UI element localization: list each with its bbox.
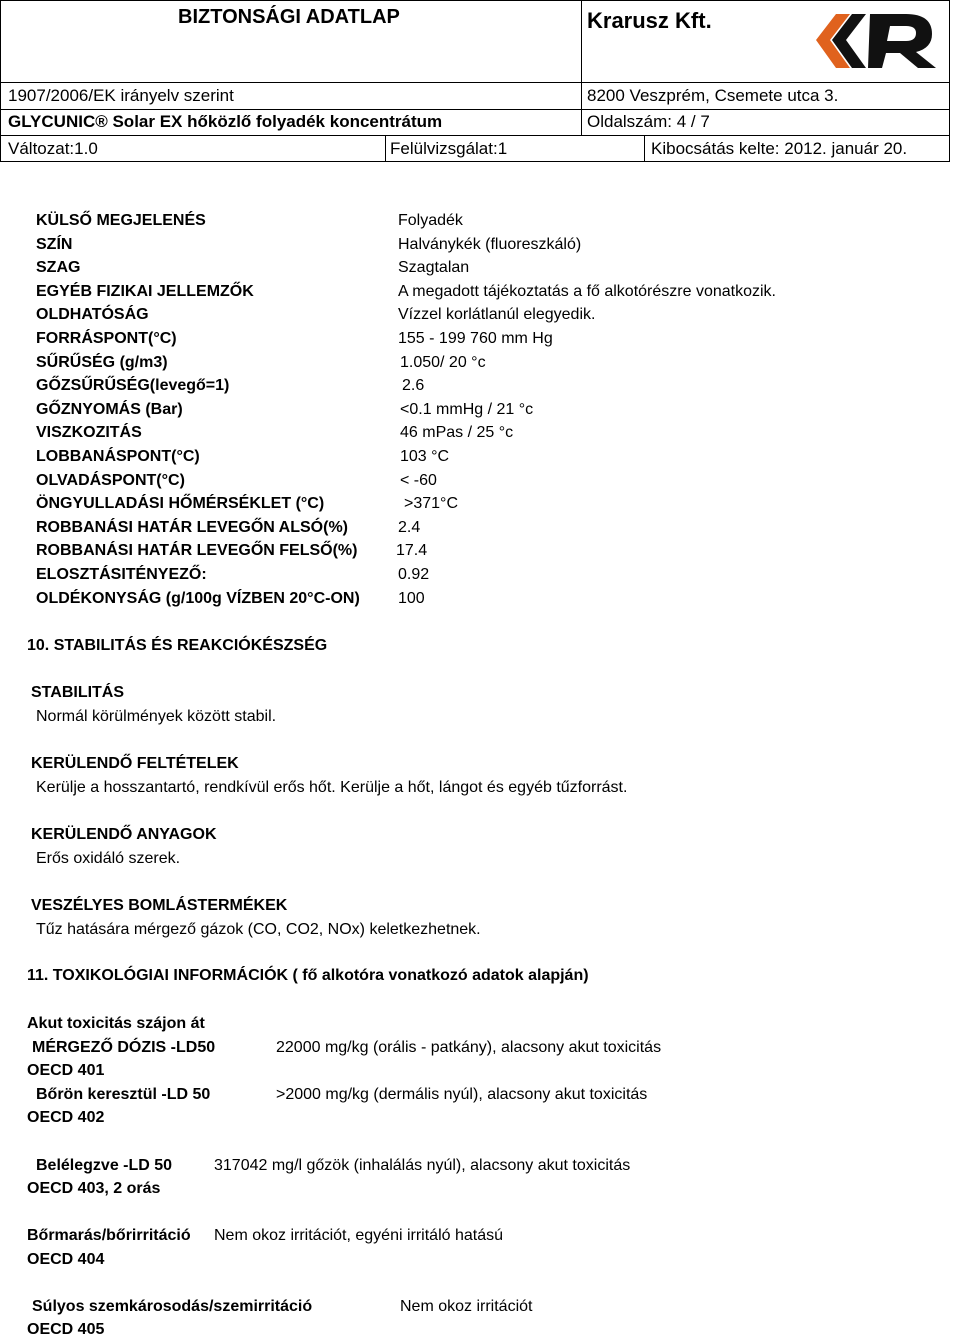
page-number: Oldalszám: 4 / 7: [587, 112, 710, 131]
conditions-text: Kerülje a hosszantartó, rendkívül erős hőt. Kerülje a hőt, lángot és egyéb tűzforrást.: [36, 779, 628, 796]
document-title: BIZTONSÁGI ADATLAP: [178, 6, 400, 28]
section-11-heading: 11. TOXIKOLÓGIAI INFORMÁCIÓK ( fő alkotóra vonatkozó adatok alapján): [27, 967, 589, 984]
property-label: EGYÉB FIZIKAI JELLEMZŐK: [36, 282, 254, 300]
materials-text: Erős oxidáló szerek.: [36, 850, 181, 867]
property-value: 2.4: [398, 518, 421, 536]
dermal-value: >2000 mg/kg (dermális nyúl), alacsony akut toxicitás: [276, 1086, 648, 1103]
inhalation-value: 317042 mg/l gőzök (inhalálás nyúl), alacsony akut toxicitás: [214, 1157, 631, 1174]
property-label: SŰRŰSÉG (g/m3): [36, 353, 168, 371]
property-label: ÖNGYULLADÁSI HŐMÉRSÉKLET (°C): [36, 495, 325, 513]
property-value: 1.050/ 20 °c: [400, 353, 486, 371]
ld50-label: MÉRGEZŐ DÓZIS -LD50: [32, 1039, 216, 1056]
oecd-401: OECD 401: [27, 1062, 105, 1079]
property-value: 155 - 199 760 mm Hg: [398, 330, 553, 347]
property-value: 2.6: [402, 377, 425, 395]
property-label: OLDÉKONYSÁG (g/100g VÍZBEN 20°C-ON): [36, 589, 360, 607]
property-label: KÜLSŐ MEGJELENÉS: [36, 212, 206, 229]
property-label: ROBBANÁSI HATÁR LEVEGŐN FELSŐ(%): [36, 542, 358, 560]
property-value: <0.1 mmHg / 21 °c: [400, 400, 534, 418]
oecd-405: OECD 405: [27, 1321, 105, 1338]
property-label: OLDHATÓSÁG: [36, 306, 149, 324]
directive-text: 1907/2006/EK irányelv szerint: [8, 86, 234, 105]
decomposition-heading: VESZÉLYES BOMLÁSTERMÉKEK: [31, 897, 288, 914]
header-divider: [581, 1, 582, 135]
oecd-404: OECD 404: [27, 1251, 105, 1268]
decomposition-text: Tűz hatására mérgező gázok (CO, CO2, NOx) keletkezhetnek.: [36, 921, 481, 938]
property-label: FORRÁSPONT(°C): [36, 330, 177, 347]
header-divider: [1, 82, 949, 83]
property-label: SZAG: [36, 259, 81, 277]
oecd-403: OECD 403, 2 orás: [27, 1180, 161, 1197]
revision-text: Felülvizsgálat:1: [390, 139, 508, 158]
property-value: Halványkék (fluoreszkáló): [398, 235, 582, 253]
property-label: ELOSZTÁSITÉNYEZŐ:: [36, 566, 207, 583]
header-divider: [644, 135, 645, 162]
inhalation-label: Belélegzve -LD 50: [36, 1157, 173, 1174]
version-text: Változat:1.0: [8, 139, 98, 158]
property-value: 17.4: [396, 542, 428, 560]
property-value: A megadott tájékoztatás a fő alkotórészre vonatkozik.: [398, 282, 776, 300]
property-value: 103 °C: [400, 448, 450, 465]
property-label: ROBBANÁSI HATÁR LEVEGŐN ALSÓ(%): [36, 518, 348, 536]
property-label: GŐZSŰRŰSÉG(levegő=1): [36, 377, 230, 395]
property-label: SZÍN: [36, 235, 73, 253]
issue-date: Kibocsátás kelte: 2012. január 20.: [651, 139, 908, 158]
oral-toxicity-heading: Akut toxicitás szájon át: [27, 1015, 205, 1032]
conditions-heading: KERÜLENDŐ FELTÉTELEK: [31, 755, 239, 772]
property-label: GŐZNYOMÁS (Bar): [36, 400, 183, 418]
property-label: LOBBANÁSPONT(°C): [36, 448, 200, 465]
property-value: 46 mPas / 25 °c: [400, 424, 514, 442]
property-value: 100: [398, 589, 425, 607]
stability-text: Normál körülmények között stabil.: [36, 708, 277, 725]
company-logo-icon: [810, 6, 942, 74]
property-value: 0.92: [398, 566, 430, 583]
oecd-402: OECD 402: [27, 1109, 105, 1126]
eye-irritation-value: Nem okoz irritációt: [400, 1298, 533, 1315]
skin-irritation-label: Bőrmarás/bőrirritáció: [27, 1227, 191, 1244]
product-name: GLYCUNIC® Solar EX hőközlő folyadék koncentrátum: [8, 112, 443, 131]
company-address: 8200 Veszprém, Csemete utca 3.: [587, 86, 839, 105]
header-divider: [385, 135, 386, 162]
property-value: Vízzel korlátlanúl elegyedik.: [398, 306, 596, 324]
section-10-heading: 10. STABILITÁS ÉS REAKCIÓKÉSZSÉG: [27, 637, 328, 654]
header-divider: [1, 109, 949, 110]
property-value: Szagtalan: [398, 259, 470, 277]
stability-heading: STABILITÁS: [31, 684, 125, 701]
document-header: [0, 0, 950, 162]
header-divider: [1, 135, 949, 136]
company-name: Krarusz Kft.: [587, 8, 712, 33]
property-label: VISZKOZITÁS: [36, 424, 142, 442]
property-value: Folyadék: [398, 212, 463, 229]
property-label: OLVADÁSPONT(°C): [36, 471, 185, 489]
materials-heading: KERÜLENDŐ ANYAGOK: [31, 826, 217, 843]
property-value: >371°C: [404, 495, 458, 513]
skin-irritation-value: Nem okoz irritációt, egyéni irritáló hatású: [214, 1227, 504, 1244]
dermal-label: Bőrön keresztül -LD 50: [36, 1086, 211, 1103]
property-value: < -60: [400, 471, 437, 489]
ld50-value: 22000 mg/kg (orális - patkány), alacsony akut toxicitás: [276, 1039, 662, 1056]
eye-irritation-label: Súlyos szemkárosodás/szemirritáció: [32, 1298, 313, 1315]
